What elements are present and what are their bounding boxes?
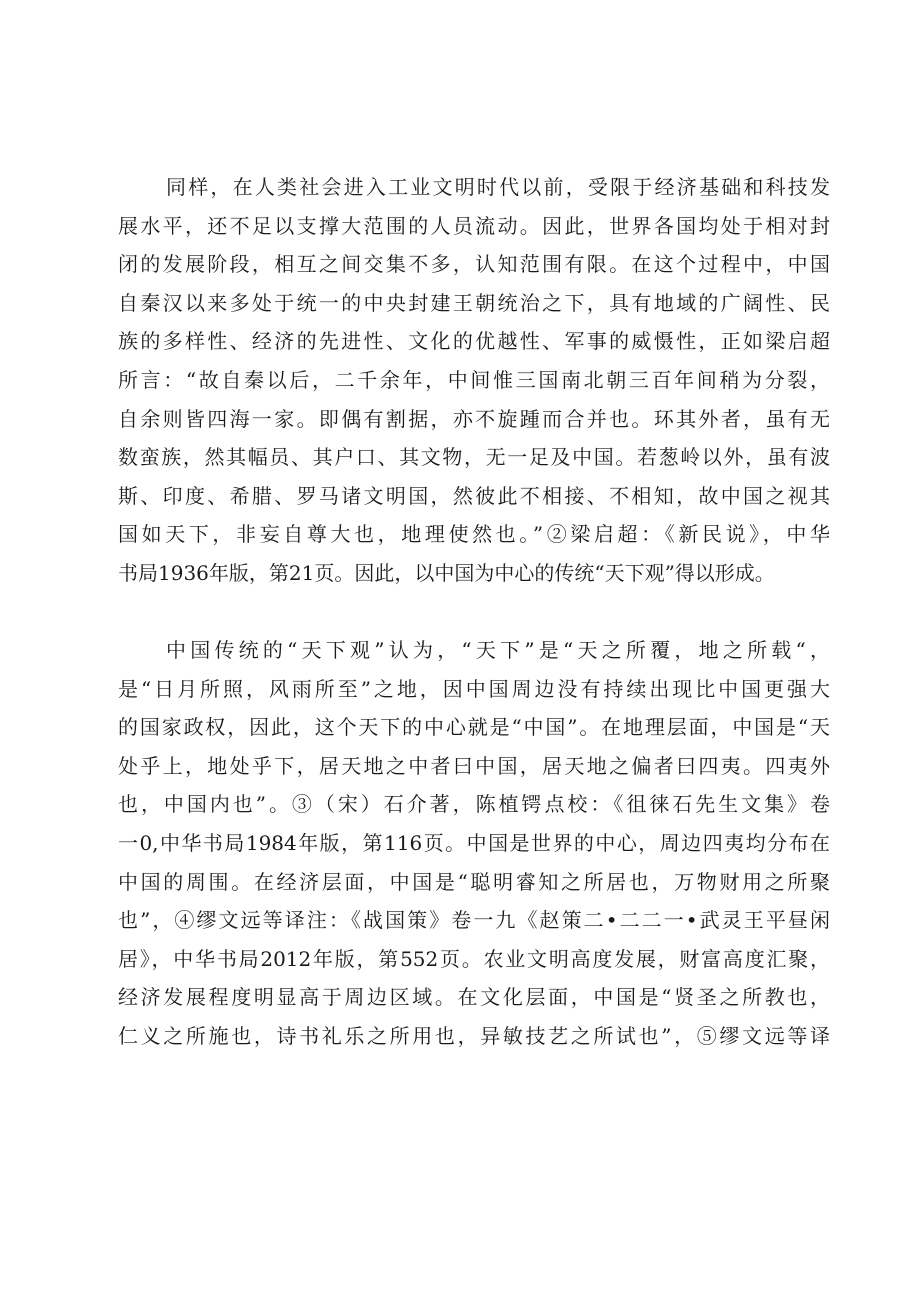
paragraph-line: 数蛮族，然其幅员、其户口、其文物，无一足及中国。若葱岭以外，虽有波 [118,445,830,470]
paragraph-line: 斯、印度、希腊、罗马诸文明国，然彼此不相接、不相知，故中国之视其 [118,483,830,508]
paragraph-line: 的国家政权，因此，这个天下的中心就是“中国”。在地理层面，中国是“天 [118,715,830,740]
paragraph-line: 是“日月所照，风雨所至”之地，因中国周边没有持续出现比中国更强大 [118,676,830,701]
paragraph-line: 书局1936年版，第21页。因此，以中国为中心的传统“天下观”得以形成。 [118,560,775,585]
paragraph-line: 族的多样性、经济的先进性、文化的优越性、军事的威慑性，正如梁启超 [118,329,830,354]
paragraph-line: 所言：“故自秦以后，二千余年，中间惟三国南北朝三百年间稍为分裂， [118,367,830,392]
paragraph-line: 闭的发展阶段，相互之间交集不多，认知范围有限。在这个过程中，中国 [118,252,830,277]
paragraph-line: 中国的周围。在经济层面，中国是“聪明睿知之所居也，万物财用之所聚 [118,869,830,894]
paragraph-line: 处乎上，地处乎下，居天地之中者曰中国，居天地之偏者曰四夷。四夷外 [118,753,830,778]
paragraph-2 [118,631,830,1056]
paragraph-line: 自余则皆四海一家。即偶有割据，亦不旋踵而合并也。环其外者，虽有无 [118,406,830,431]
paragraph-line: 国如天下，非妄自尊大也，地理使然也。”②梁启超：《新民说》，中华 [118,522,830,547]
paragraph-line: 展水平，还不足以支撑大范围的人员流动。因此，世界各国均处于相对封 [118,213,830,238]
paragraph-1 [118,168,830,593]
paragraph-line: 经济发展程度明显高于周边区域。在文化层面，中国是“贤圣之所教也， [118,985,830,1010]
paragraph-line: 同样，在人类社会进入工业文明时代以前，受限于经济基础和科技发 [166,175,830,199]
paragraph-line: 一0,中华书局1984年版，第116页。中国是世界的中心，周边四夷均分布在 [118,830,830,855]
paragraph-line: 也，中国内也”。③（宋）石介著，陈植锷点校：《徂徕石先生文集》卷 [118,792,830,817]
paragraph-line: 自秦汉以来多处于统一的中央封建王朝统治之下，具有地域的广阔性、民 [118,290,830,315]
paragraph-line: 中国传统的“天下观”认为，“天下”是“天之所覆，地之所载“， [166,638,830,662]
paragraph-line: 也”，④缪文远等译注：《战国策》卷一九《赵策二•二二一•武灵王平昼闲 [118,908,830,933]
paragraph-line: 居》，中华书局2012年版，第552页。农业文明高度发展，财富高度汇聚， [118,946,830,971]
paragraph-line: 仁义之所施也，诗书礼乐之所用也，异敏技艺之所试也”，⑤缪文远等译 [118,1023,830,1048]
